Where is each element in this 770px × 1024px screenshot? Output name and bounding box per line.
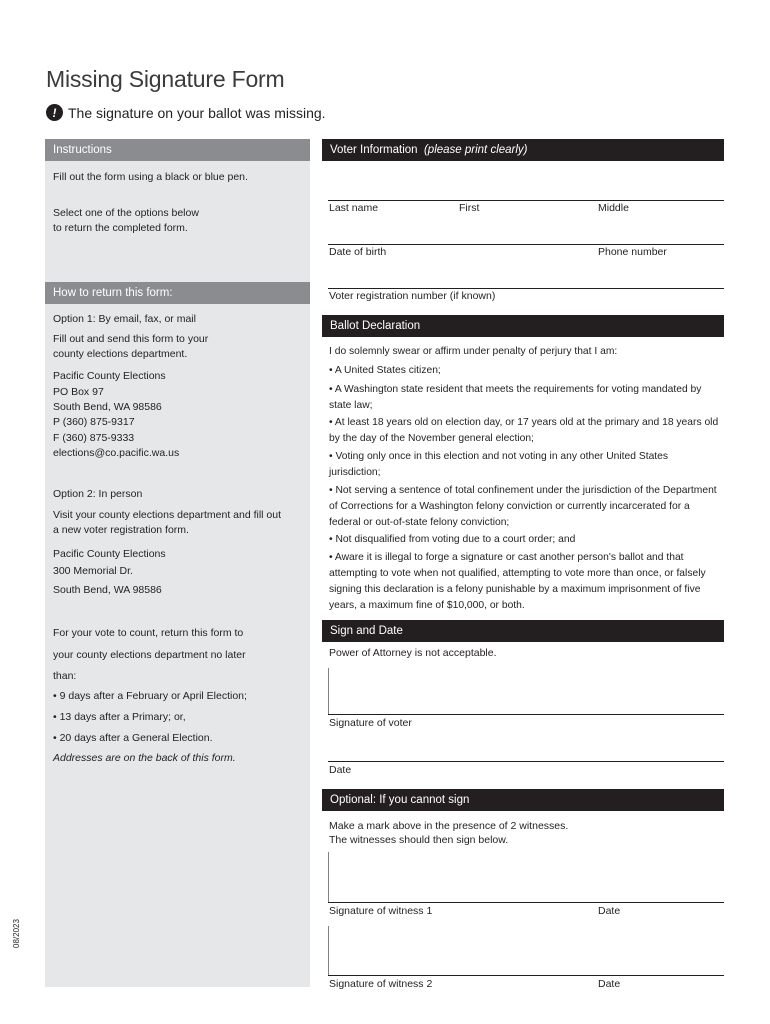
- fax-line: F (360) 875-9333: [53, 432, 135, 444]
- option2-desc: Visit your county elections department and fill out: [53, 509, 282, 521]
- option1-desc: Fill out and send this form to your: [53, 333, 209, 345]
- witness1-signature-label: Signature of witness 1: [329, 905, 433, 917]
- address-line: South Bend, WA 98586: [53, 584, 162, 596]
- option2-desc: a new voter registration form.: [53, 524, 189, 536]
- instruction-select: Select one of the options below: [53, 207, 199, 219]
- declaration-intro: I do solemnly swear or affirm under penalty of perjury that I am:: [329, 346, 618, 357]
- signature-box-edge: [328, 668, 329, 714]
- alert-text: The signature on your ballot was missing.: [68, 104, 326, 121]
- voter-date-label: Date: [329, 764, 352, 776]
- address-line: 300 Memorial Dr.: [53, 565, 133, 577]
- voter-date-line[interactable]: [328, 761, 724, 762]
- instruction-return: to return the completed form.: [53, 222, 188, 234]
- return-header: How to return this form:: [45, 282, 310, 304]
- declaration-item: • Voting only once in this election and not voting in any other United States jurisdiction;: [329, 451, 669, 478]
- witness-note: The witnesses should then sign below.: [329, 834, 509, 846]
- address-line: Pacific County Elections: [53, 370, 166, 382]
- declaration-header: Ballot Declaration: [322, 315, 724, 337]
- registration-label: Voter registration number (if known): [329, 290, 496, 302]
- exclamation-icon: !: [46, 104, 63, 121]
- instructions-header: Instructions: [45, 139, 310, 161]
- witness1-date-label: Date: [598, 905, 621, 917]
- address-line: Pacific County Elections: [53, 548, 166, 560]
- declaration-item: • At least 18 years old on election day, or 17 years old at the primary and 18 years old by the day of the November general election;: [329, 417, 719, 444]
- dob-label: Date of birth: [329, 246, 387, 258]
- voter-info-title: Voter Information: [330, 144, 418, 156]
- witness-note: Make a mark above in the presence of 2 witnesses.: [329, 820, 569, 832]
- witness2-signature-label: Signature of witness 2: [329, 978, 433, 990]
- page-title: Missing Signature Form: [46, 66, 285, 92]
- declaration-item: • A Washington state resident that meets the requirements for voting mandated by state law;: [329, 384, 702, 411]
- sign-header: Sign and Date: [322, 620, 724, 642]
- revision-date: 08/2023: [12, 919, 21, 948]
- deadline-item: • 9 days after a February or April Election;: [53, 690, 247, 702]
- deadline-item: • 13 days after a Primary; or,: [53, 711, 186, 723]
- option2-title: Option 2: In person: [53, 488, 143, 500]
- phone-line: P (360) 875-9317: [53, 416, 135, 428]
- address-line: South Bend, WA 98586: [53, 401, 162, 413]
- voter-signature-label: Signature of voter: [329, 717, 412, 729]
- option1-desc: county elections department.: [53, 348, 188, 360]
- phone-label: Phone number: [598, 246, 667, 258]
- option1-title: Option 1: By email, fax, or mail: [53, 313, 196, 325]
- back-note: Addresses are on the back of this form.: [53, 752, 236, 764]
- mark-box-edge: [328, 852, 329, 902]
- optional-header: Optional: If you cannot sign: [322, 789, 724, 811]
- instruction-pen: Fill out the form using a black or blue pen.: [53, 171, 248, 183]
- alert-message: [46, 104, 326, 121]
- deadline-intro: For your vote to count, return this form to: [53, 627, 244, 639]
- deadline-intro: your county elections department no later: [53, 649, 246, 661]
- declaration-item: • A United States citizen;: [329, 365, 441, 376]
- name-line[interactable]: [328, 200, 724, 201]
- voter-info-note: (please print clearly): [423, 144, 528, 156]
- declaration-item: • Aware it is illegal to forge a signature or cast another person's ballot and that attempting to vote when not qualified, attempting to vote more than once, or falsely signing this declaration is a felony punishable by a maximum imprisonment of five years, a maximum fine of $10,000, or both.: [329, 552, 706, 611]
- declaration-item: • Not disqualified from voting due to a court order; and: [329, 534, 576, 545]
- power-of-attorney-note: Power of Attorney is not acceptable.: [329, 647, 497, 659]
- middle-name-label: Middle: [598, 202, 629, 214]
- last-name-label: Last name: [329, 202, 379, 214]
- deadline-item: • 20 days after a General Election.: [53, 732, 213, 744]
- declaration-item: • Not serving a sentence of total confinement under the jurisdiction of the Department of Corrections for a Washington felony conviction or currently incarcerated for a federal or out-of-state felony conviction;: [329, 485, 717, 528]
- voter-info-header: [322, 139, 724, 161]
- witness2-date-label: Date: [598, 978, 621, 990]
- email-link[interactable]: elections@co.pacific.wa.us: [53, 447, 180, 459]
- first-name-label: First: [459, 202, 480, 214]
- deadline-intro: than:: [53, 670, 77, 682]
- address-line: PO Box 97: [53, 386, 104, 398]
- witness2-box-edge: [328, 926, 329, 975]
